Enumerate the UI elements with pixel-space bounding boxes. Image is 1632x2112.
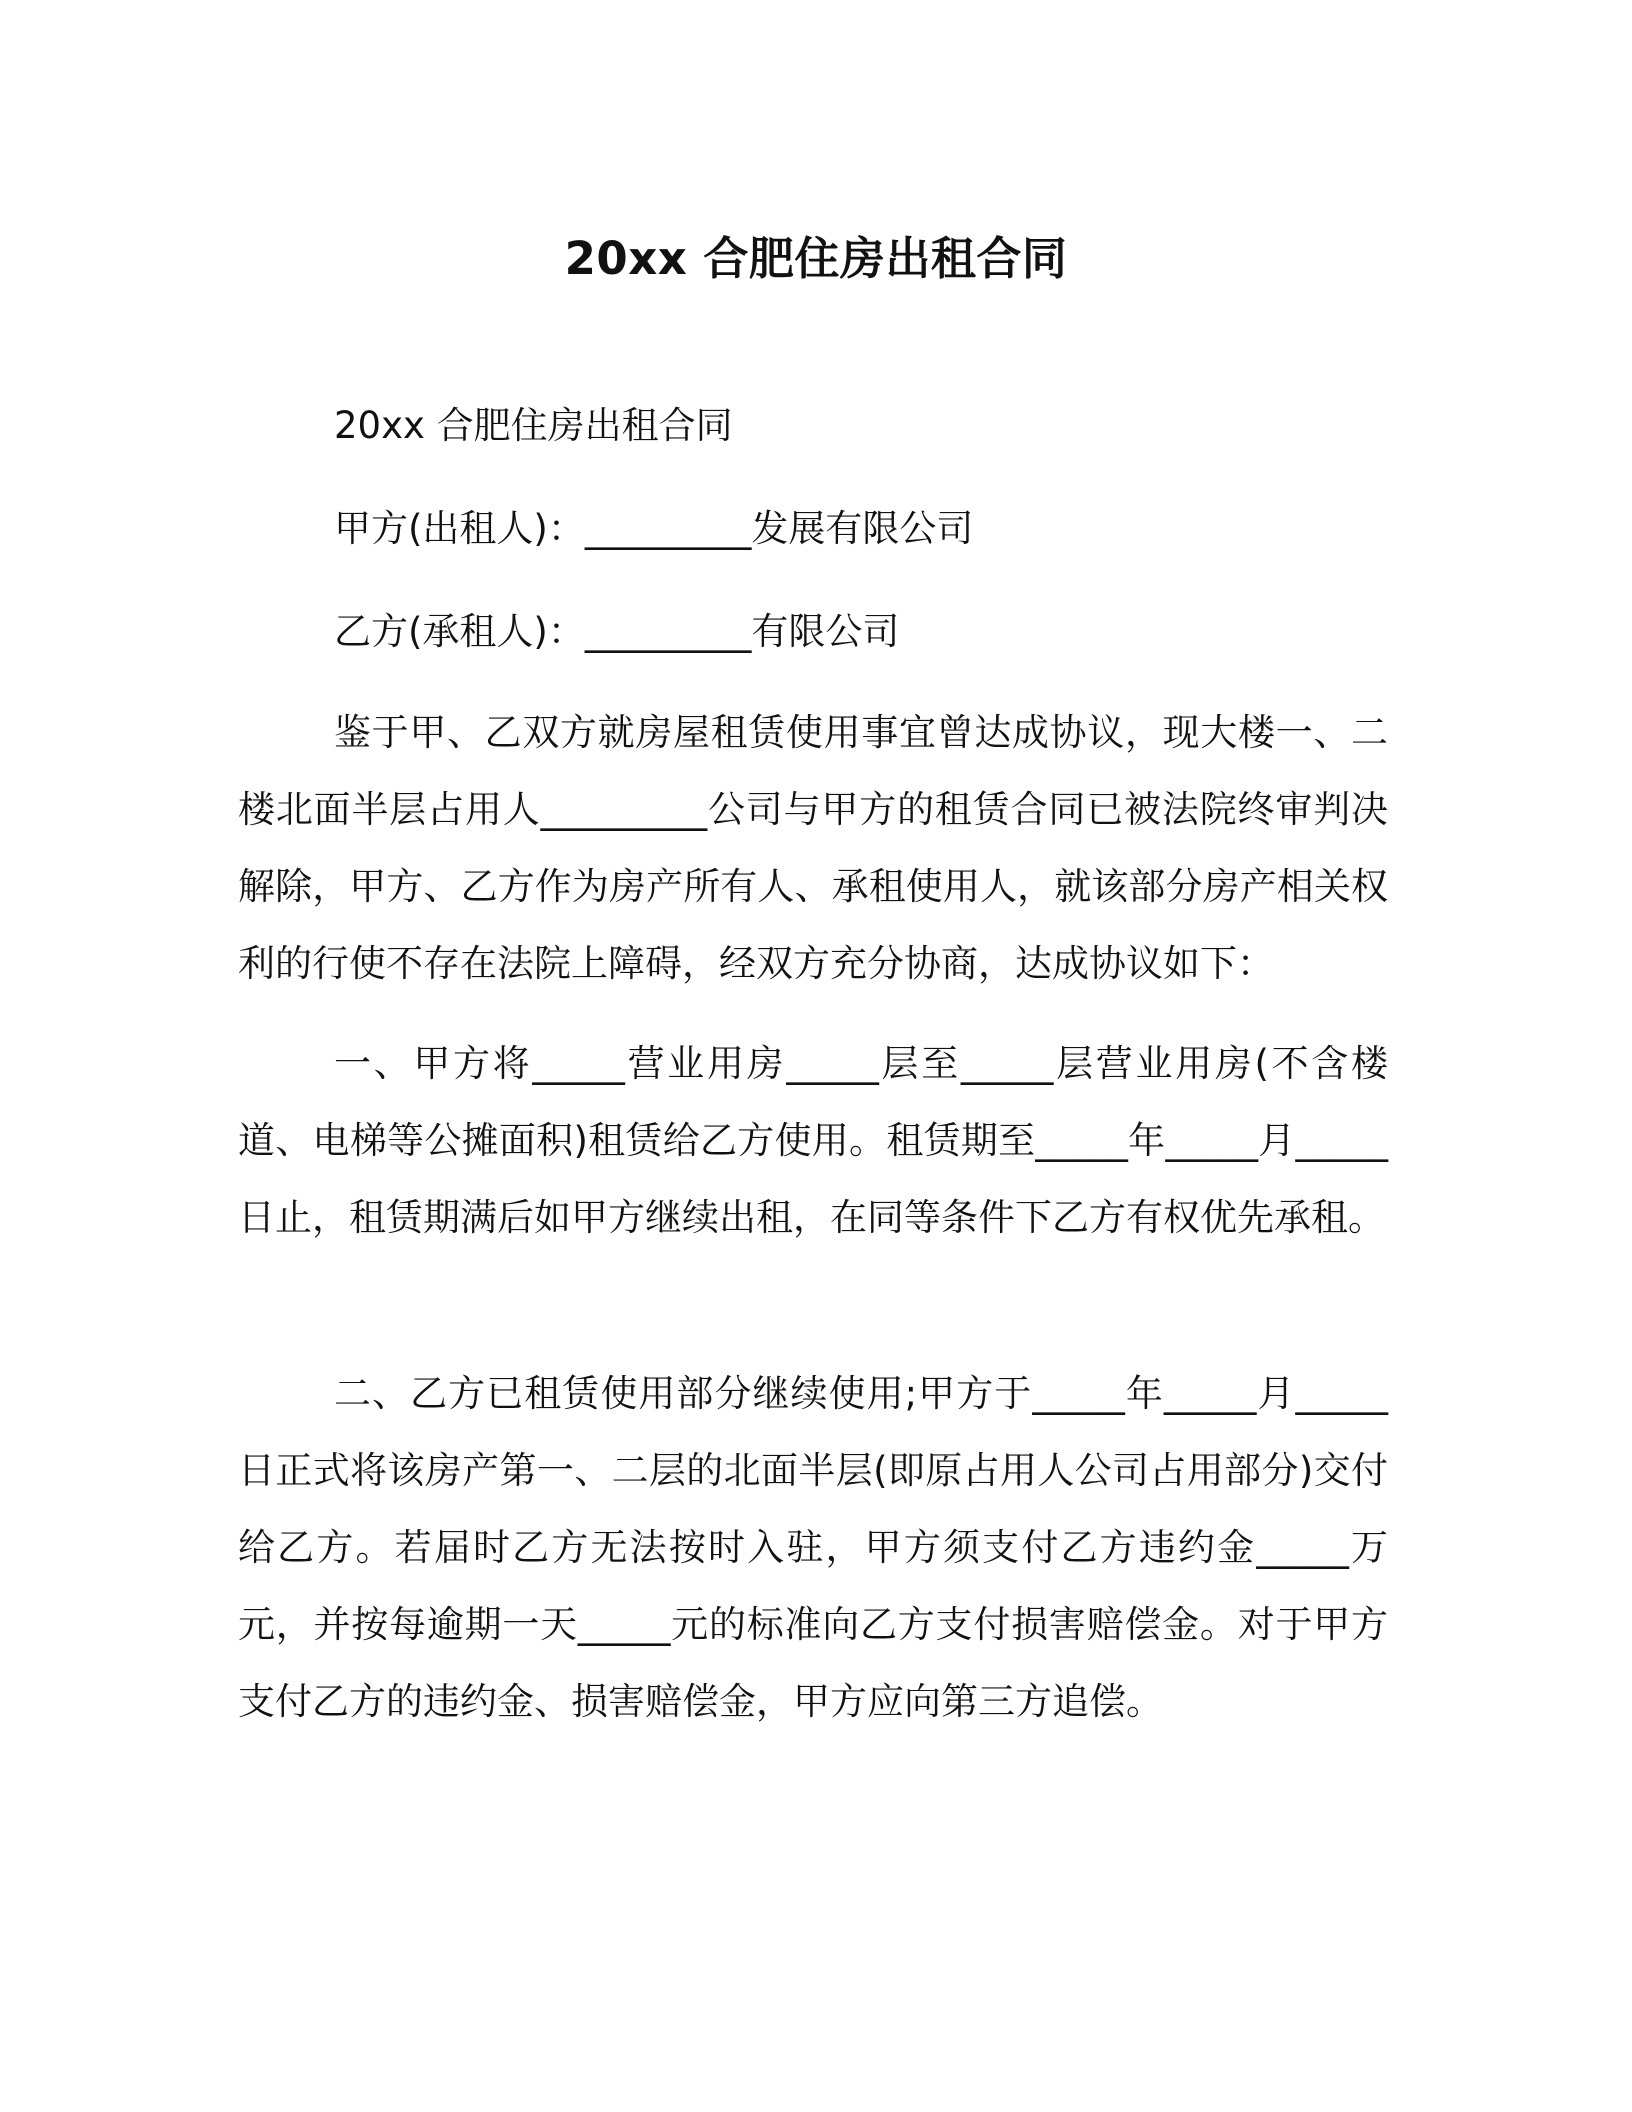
party-a-line: 甲方(出租人)：_________发展有限公司 <box>334 507 974 550</box>
clause-two-paragraph: 二、乙方已租赁使用部分继续使用;甲方于_____年_____月_____日正式将该房产第一、二层的北面半层(即原占用人公司占用部分)交付给乙方。若届时乙方无法按时入驻，甲方须支付乙方违约金_____万元，并按每逾期一天_____元的标准向乙方支付损害赔偿金。对于甲方支付乙方的违约金、损害赔偿金，甲方应向第三方追偿。 <box>238 1372 1388 1723</box>
clause-one-paragraph: 一、甲方将_____营业用房_____层至_____层营业用房(不含楼道、电梯等公摊面积)租赁给乙方使用。租赁期至_____年_____月_____日止，租赁期满后如甲方继续出租，在同等条件下乙方有权优先承租。 <box>238 1042 1388 1239</box>
document-title: 20xx 合肥住房出租合同 <box>564 232 1068 285</box>
preamble-paragraph: 鉴于甲、乙双方就房屋租赁使用事宜曾达成协议，现大楼一、二楼北面半层占用人_________公司与甲方的租赁合同已被法院终审判决解除，甲方、乙方作为房产所有人、承租使用人，就该部分房产相关权利的行使不存在法院上障碍，经双方充分协商，达成协议如下： <box>238 711 1388 985</box>
party-b-line: 乙方(承租人)：_________有限公司 <box>334 610 900 653</box>
document-subtitle: 20xx 合肥住房出租合同 <box>334 404 733 447</box>
